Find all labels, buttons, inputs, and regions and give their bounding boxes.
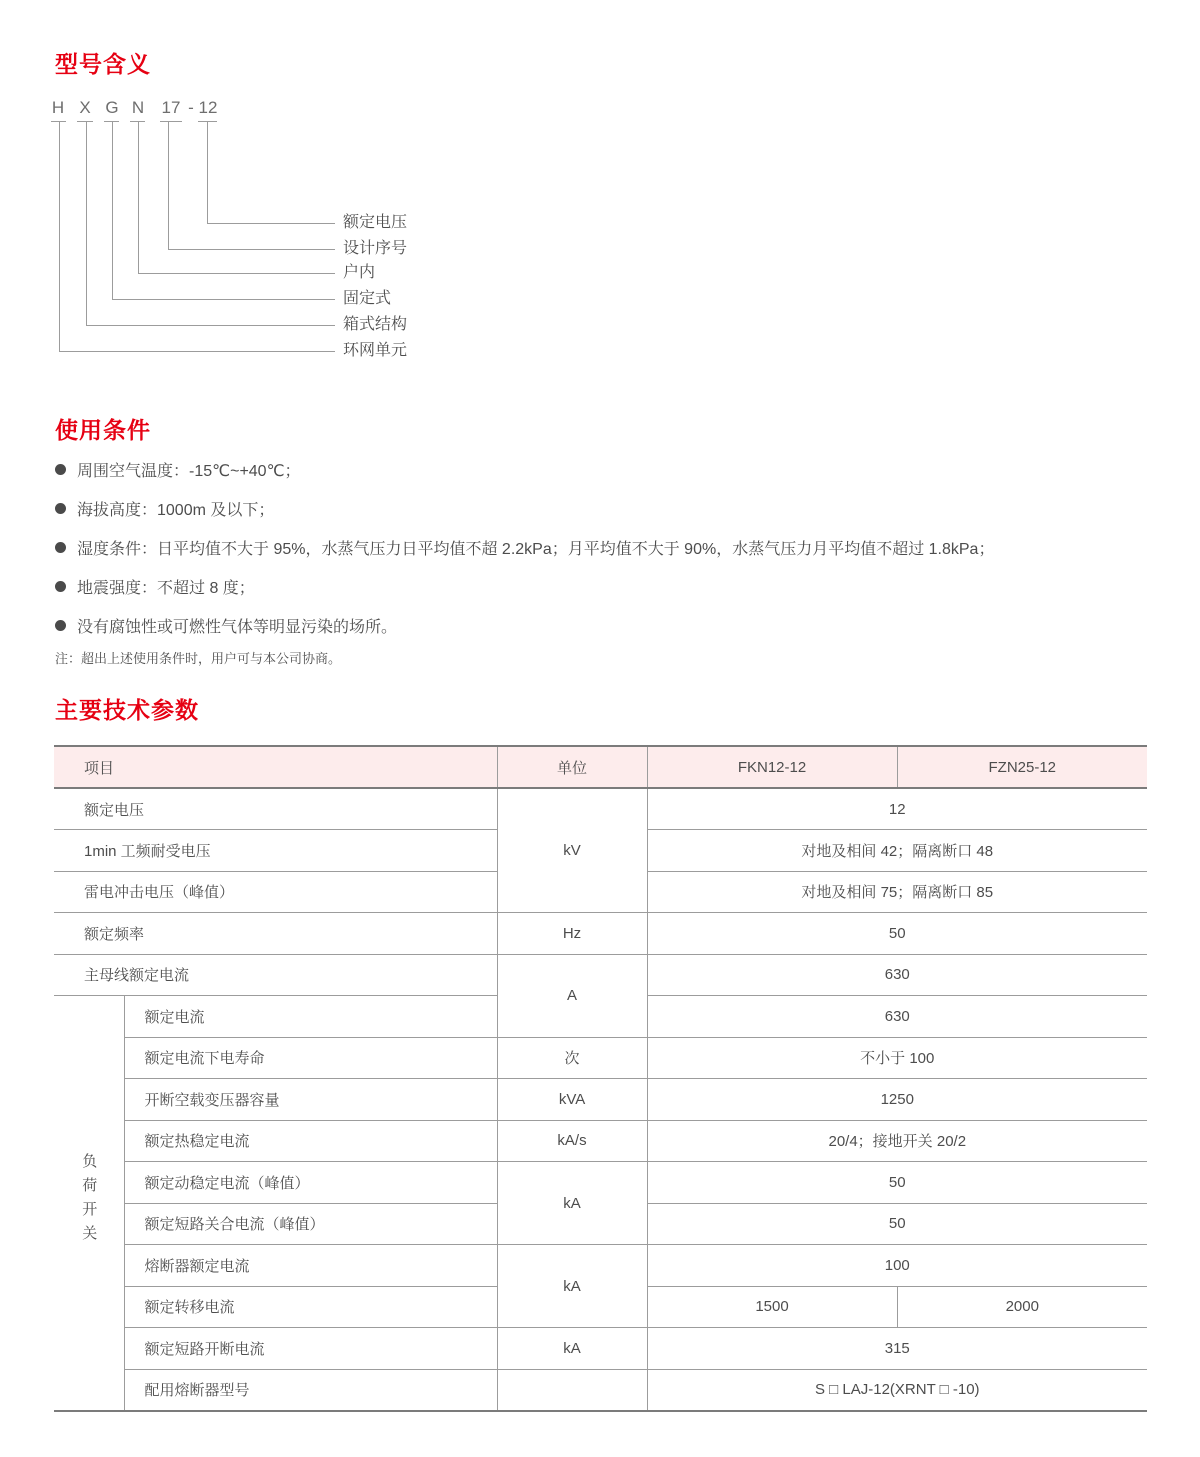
param-value-fzn: 2000	[897, 1286, 1147, 1328]
param-item: 额定频率	[54, 913, 497, 955]
table-row	[54, 1120, 1147, 1162]
param-value: 对地及相间 42；隔离断口 48	[647, 830, 1147, 872]
param-value: 630	[647, 996, 1147, 1038]
code-underline	[160, 121, 182, 122]
param-item: 主母线额定电流	[54, 954, 497, 996]
param-value: 50	[647, 1203, 1147, 1245]
connector-line-v	[86, 121, 87, 325]
param-unit	[497, 1369, 647, 1411]
param-item: 额定短路关合电流（峰值）	[124, 1203, 497, 1245]
condition-text: 周围空气温度：-15℃~+40℃；	[77, 463, 301, 480]
legend-design-serial: 设计序号	[343, 240, 408, 257]
connector-line-v	[59, 121, 60, 351]
legend-indoor: 户内	[343, 264, 376, 281]
bullet-icon	[55, 542, 66, 553]
legend-fixed-type: 固定式	[343, 290, 392, 307]
table-row	[54, 1369, 1147, 1411]
bullet-icon	[55, 581, 66, 592]
connector-line-h	[207, 223, 335, 224]
legend-box-structure: 箱式结构	[343, 316, 408, 333]
column-header-unit: 单位	[497, 746, 647, 788]
param-unit: kA	[497, 1162, 647, 1245]
condition-text: 没有腐蚀性或可燃性气体等明显污染的场所。	[77, 619, 398, 636]
param-item: 额定电流下电寿命	[124, 1037, 497, 1079]
param-item: 额定动稳定电流（峰值）	[124, 1162, 497, 1204]
connector-line-h	[138, 273, 335, 274]
model-code-char-g: G	[105, 98, 119, 117]
connector-line-v	[112, 121, 113, 299]
param-value: 对地及相间 75；隔离断口 85	[647, 871, 1147, 913]
param-value: 不小于 100	[647, 1037, 1147, 1079]
params-section-title: 主要技术参数	[55, 697, 199, 723]
param-value: 12	[647, 788, 1147, 830]
model-section-title: 型号含义	[55, 51, 151, 77]
bullet-icon	[55, 503, 66, 514]
connector-line-h	[168, 249, 335, 250]
condition-text: 海拔高度：1000m 及以下；	[77, 502, 275, 519]
param-unit: kVA	[497, 1079, 647, 1121]
param-item: 雷电冲击电压（峰值）	[54, 871, 497, 913]
condition-item	[55, 536, 994, 559]
group-label-load-switch	[54, 996, 124, 1411]
table-row	[54, 954, 1147, 996]
param-value: 20/4；接地开关 20/2	[647, 1120, 1147, 1162]
legend-ring-main-unit: 环网单元	[343, 342, 408, 359]
model-code-char-12: 12	[198, 98, 218, 117]
model-code-char-h: H	[51, 98, 65, 117]
param-unit: kA/s	[497, 1120, 647, 1162]
bullet-icon	[55, 464, 66, 475]
param-value: S □ LAJ-12(XRNT □ -10)	[647, 1369, 1147, 1411]
param-value: 1250	[647, 1079, 1147, 1121]
conditions-note: 注：超出上述使用条件时，用户可与本公司协商。	[55, 651, 342, 666]
param-unit: Hz	[497, 913, 647, 955]
connector-line-v	[138, 121, 139, 273]
param-value: 50	[647, 913, 1147, 955]
param-item: 开断空载变压器容量	[124, 1079, 497, 1121]
param-unit: kA	[497, 1245, 647, 1328]
table-row	[54, 1037, 1147, 1079]
table-row	[54, 1245, 1147, 1287]
param-unit: kV	[497, 788, 647, 913]
connector-line-h	[112, 299, 335, 300]
bullet-icon	[55, 620, 66, 631]
param-value-fkn: 1500	[647, 1286, 897, 1328]
table-row	[54, 1328, 1147, 1370]
param-unit: 次	[497, 1037, 647, 1079]
condition-text: 地震强度：不超过 8 度；	[77, 580, 255, 597]
param-item: 额定转移电流	[124, 1286, 497, 1328]
connector-line-v	[207, 121, 208, 223]
param-item: 熔断器额定电流	[124, 1245, 497, 1287]
table-row	[54, 913, 1147, 955]
connector-line-v	[168, 121, 169, 249]
condition-item	[55, 575, 994, 598]
parameters-table	[54, 745, 1147, 1412]
param-value: 100	[647, 1245, 1147, 1287]
param-unit: kA	[497, 1328, 647, 1370]
column-header-item: 项目	[54, 746, 497, 788]
code-underline	[77, 121, 93, 122]
conditions-section-title: 使用条件	[55, 417, 151, 443]
model-code-char-dash: -	[188, 98, 194, 117]
group-label-text: 负荷开关	[80, 1152, 98, 1249]
param-value: 50	[647, 1162, 1147, 1204]
condition-item	[55, 497, 994, 520]
model-code-char-x: X	[79, 98, 91, 117]
param-item: 额定电压	[54, 788, 497, 830]
table-row	[54, 1079, 1147, 1121]
table-header-row	[54, 746, 1147, 788]
condition-item	[55, 458, 994, 481]
model-code-char-n: N	[131, 98, 145, 117]
condition-text: 湿度条件：日平均值不大于 95%，水蒸气压力日平均值不超 2.2kPa；月平均值不大于 90%，水蒸气压力月平均值不超过 1.8kPa；	[77, 541, 995, 558]
param-item: 额定热稳定电流	[124, 1120, 497, 1162]
param-item: 1min 工频耐受电压	[54, 830, 497, 872]
param-unit: A	[497, 954, 647, 1037]
model-code-char-17: 17	[161, 98, 181, 117]
param-item: 额定电流	[124, 996, 497, 1038]
legend-rated-voltage: 额定电压	[343, 214, 408, 231]
table-row	[54, 1162, 1147, 1204]
param-item: 配用熔断器型号	[124, 1369, 497, 1411]
column-header-fkn12-12: FKN12-12	[647, 746, 897, 788]
conditions-list	[55, 458, 994, 653]
param-value: 630	[647, 954, 1147, 996]
condition-item	[55, 614, 994, 637]
param-value: 315	[647, 1328, 1147, 1370]
param-item: 额定短路开断电流	[124, 1328, 497, 1370]
table-row	[54, 788, 1147, 830]
column-header-fzn25-12: FZN25-12	[897, 746, 1147, 788]
connector-line-h	[86, 325, 335, 326]
connector-line-h	[59, 351, 335, 352]
